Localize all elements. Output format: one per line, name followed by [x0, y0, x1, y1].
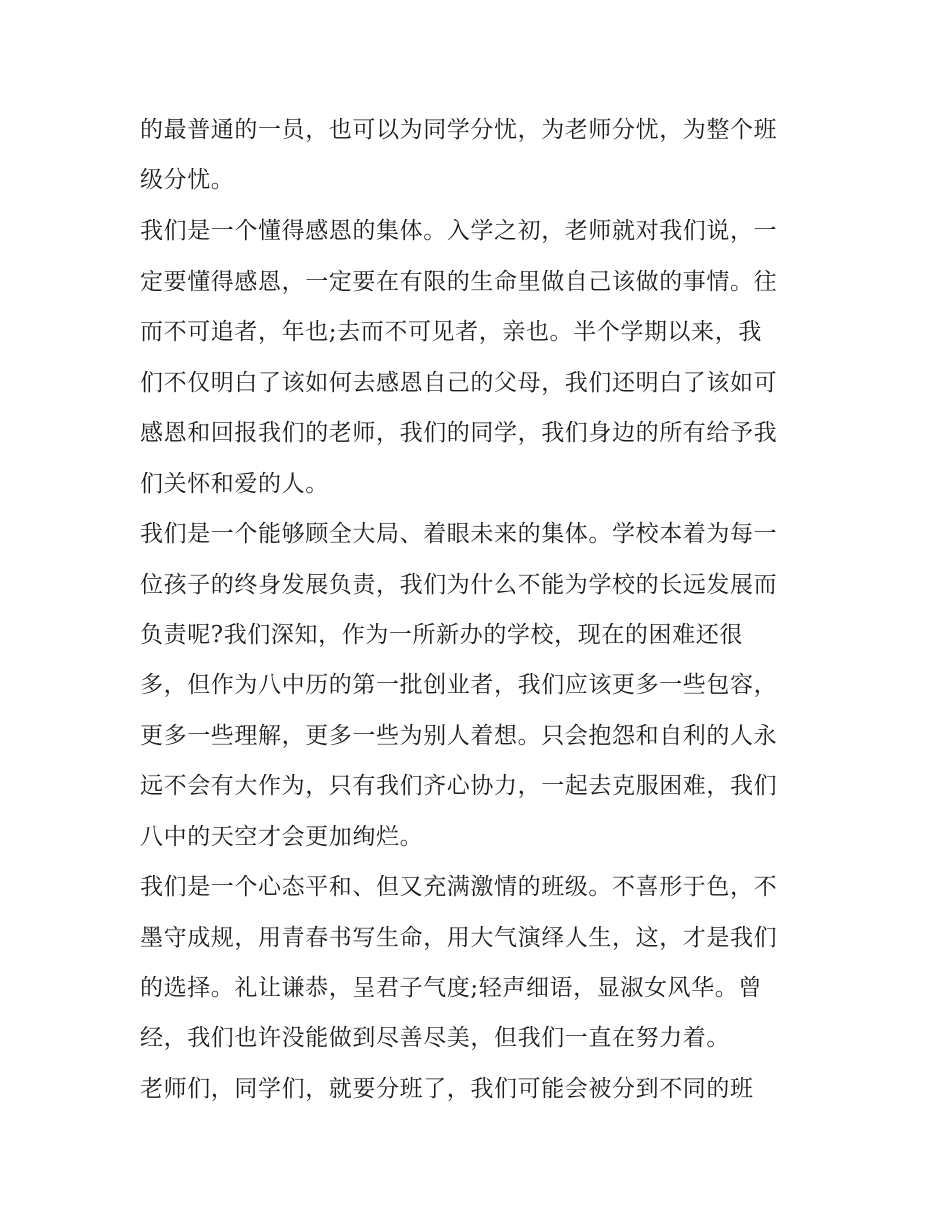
text-line: 定要懂得感恩，一定要在有限的生命里做自己该做的事情。往	[140, 269, 778, 295]
text-line: 们关怀和爱的人。	[140, 471, 329, 497]
text-line: 墨守成规，用青春书写生命，用大气演绎人生，这，才是我们	[140, 925, 778, 951]
text-line: 我们是一个心态平和、但又充满激情的班级。不喜形于色，不	[140, 874, 778, 900]
text-line: 多，但作为八中历的第一批创业者，我们应该更多一些包容，	[140, 672, 778, 698]
text-line: 负责呢?我们深知，作为一所新办的学校，现在的困难还很	[140, 622, 743, 648]
text-line: 的最普通的一员，也可以为同学分忧，为老师分忧，为整个班	[140, 117, 778, 143]
text-line: 更多一些理解，更多一些为别人着想。只会抱怨和自利的人永	[140, 723, 778, 749]
text-line: 而不可追者，年也;去而不可见者，亲也。半个学期以来，我	[140, 319, 762, 345]
text-line: 感恩和回报我们的老师，我们的同学，我们身边的所有给予我	[140, 420, 778, 446]
text-line: 老师们，同学们，就要分班了，我们可能会被分到不同的班	[140, 1076, 754, 1102]
text-line: 经，我们也许没能做到尽善尽美，但我们一直在努力着。	[140, 1025, 730, 1051]
text-line: 远不会有大作为，只有我们齐心协力，一起去克服困难，我们	[140, 773, 778, 799]
text-line: 我们是一个懂得感恩的集体。入学之初，老师就对我们说，一	[140, 218, 778, 244]
text-line: 的选择。礼让谦恭，呈君子气度;轻声细语，显淑女风华。曾	[140, 975, 762, 1001]
text-line: 位孩子的终身发展负责，我们为什么不能为学校的长远发展而	[140, 572, 778, 598]
text-line: 八中的天空才会更加绚烂。	[140, 824, 424, 850]
text-line: 我们是一个能够顾全大局、着眼未来的集体。学校本着为每一	[140, 521, 778, 547]
text-line: 级分忧。	[140, 167, 235, 193]
text-line: 们不仅明白了该如何去感恩自己的父母，我们还明白了该如可	[140, 370, 778, 396]
